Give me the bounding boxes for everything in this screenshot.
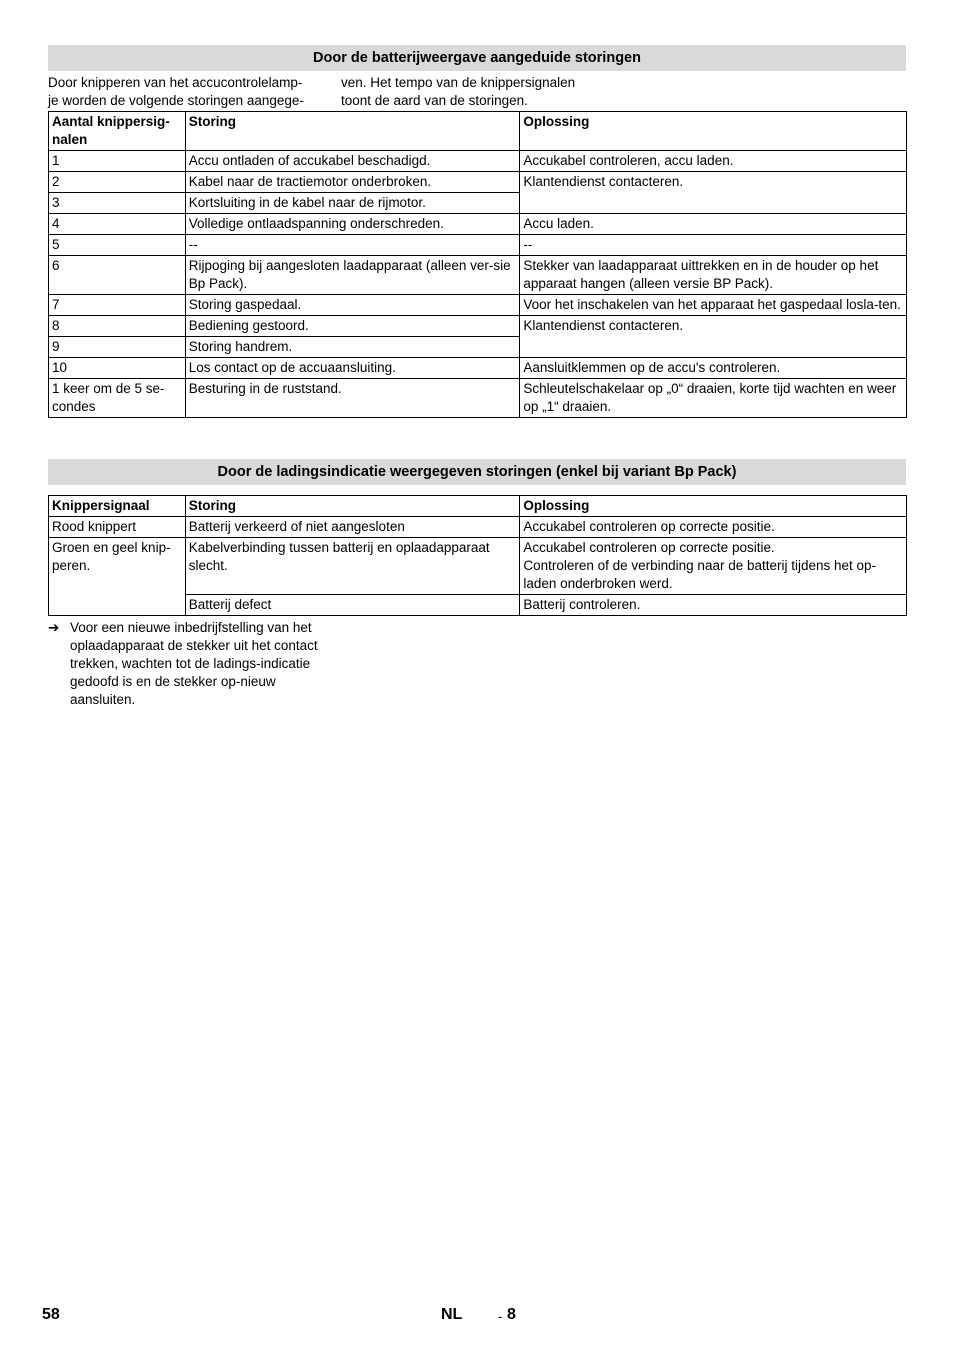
table-row: [49, 358, 907, 379]
solution-cell: --: [520, 235, 907, 256]
table-header-row: [49, 496, 907, 517]
solution-cell: Batterij controleren.: [520, 595, 907, 616]
fault-cell: Bediening gestoord.: [185, 316, 520, 337]
fault-cell: Kabelverbinding tussen batterij en oplaadapparaat slecht.: [185, 538, 520, 595]
fault-cell: --: [185, 235, 520, 256]
intro-right-line-1: ven. Het tempo van de knippersignalen: [341, 75, 576, 90]
fault-cell: Accu ontladen of accukabel beschadigd.: [185, 151, 520, 172]
blink-count-cell: 10: [49, 358, 186, 379]
header-solution: Oplossing: [520, 496, 907, 517]
fault-cell: Batterij defect: [185, 595, 520, 616]
table-row: [49, 316, 907, 337]
solution-cell: Accukabel controleren, accu laden.: [520, 151, 907, 172]
blink-count-cell: 5: [49, 235, 186, 256]
blink-count-cell: 1 keer om de 5 se-condes: [49, 379, 186, 418]
table-row: [49, 538, 907, 595]
fault-cell: Batterij verkeerd of niet aangesloten: [185, 517, 520, 538]
header-fault: Storing: [185, 112, 520, 151]
table-row: [49, 151, 907, 172]
arrow-right-icon: ➔: [48, 620, 60, 635]
intro-right-line-2: toont de aard van de storingen.: [341, 93, 528, 108]
fault-cell: Rijpoging bij aangesloten laadapparaat (alleen ver-sie Bp Pack).: [185, 256, 520, 295]
fault-cell: Los contact op de accuaansluiting.: [185, 358, 520, 379]
solution-cell: Voor het inschakelen van het apparaat het gaspedaal losla-ten.: [520, 295, 907, 316]
solution-cell: [520, 538, 907, 595]
blink-count-cell: 3: [49, 193, 186, 214]
header-fault: Storing: [185, 496, 520, 517]
solution-cell: Klantendienst contacteren.: [520, 172, 907, 214]
intro-right-column: [341, 74, 631, 110]
solution-cell: Accukabel controleren op correcte positie.: [520, 517, 907, 538]
table-row: [49, 256, 907, 295]
solution-cell: Klantendienst contacteren.: [520, 316, 907, 358]
sub-page-number: 8: [507, 1306, 516, 1323]
intro-left-line-2: je worden de volgende storingen aangege-: [48, 93, 304, 108]
solution-line: Controleren of de verbinding naar de batterij tijdens het op-laden onderbroken werd.: [523, 558, 877, 591]
fault-cell: Storing handrem.: [185, 337, 520, 358]
table-row: [49, 172, 907, 193]
intro-left-column: [48, 74, 338, 110]
header-blink-count: Aantal knippersig-nalen: [49, 112, 186, 151]
solution-cell: Stekker van laadapparaat uittrekken en in de houder op het apparaat hangen (alleen versie BP Pack).: [520, 256, 907, 295]
solution-line: Accukabel controleren op correcte positie.: [523, 540, 775, 555]
blink-count-cell: 7: [49, 295, 186, 316]
header-solution: Oplossing: [520, 112, 907, 151]
blink-count-cell: 2: [49, 172, 186, 193]
language-code: NL: [441, 1306, 463, 1323]
header-blink-signal: Knippersignaal: [49, 496, 186, 517]
fault-cell: Kabel naar de tractiemotor onderbroken.: [185, 172, 520, 193]
table-row: [49, 214, 907, 235]
intro-left-line-1: Door knipperen van het accucontrolelamp-: [48, 75, 303, 90]
section-title-charge-indicator-faults: Door de ladingsindicatie weergegeven storingen (enkel bij variant Bp Pack): [48, 459, 906, 485]
fault-cell: Kortsluiting in de kabel naar de rijmotor.: [185, 193, 520, 214]
blink-count-cell: 1: [49, 151, 186, 172]
solution-cell: Schleutelschakelaar op „0“ draaien, korte tijd wachten en weer op „1“ draaien.: [520, 379, 907, 418]
table-row: [49, 235, 907, 256]
section-title-battery-faults: Door de batterijweergave aangeduide storingen: [48, 45, 906, 71]
blink-count-cell: 9: [49, 337, 186, 358]
restart-note-text: Voor een nieuwe inbedrijfstelling van het oplaadapparaat de stekker uit het contact trekken, wachten tot de ladings-indicatie gedoofd is en de stekker op-nieuw aansluiten.: [70, 620, 318, 707]
blink-count-cell: 4: [49, 214, 186, 235]
table-row: [49, 517, 907, 538]
page-number: 58: [42, 1306, 60, 1323]
table-row: [49, 295, 907, 316]
table-row: [49, 379, 907, 418]
solution-cell: Accu laden.: [520, 214, 907, 235]
footer-dash: -: [498, 1309, 503, 1324]
fault-cell: Storing gaspedaal.: [185, 295, 520, 316]
table-header-row: [49, 112, 907, 151]
blink-signal-cell: Groen en geel knip-peren.: [49, 538, 186, 616]
blink-count-cell: 8: [49, 316, 186, 337]
battery-fault-table: [48, 111, 907, 418]
fault-cell: Volledige ontlaadspanning onderschreden.: [185, 214, 520, 235]
blink-count-cell: 6: [49, 256, 186, 295]
fault-cell: Besturing in de ruststand.: [185, 379, 520, 418]
solution-cell: Aansluitklemmen op de accu's controleren.: [520, 358, 907, 379]
charge-indicator-fault-table: [48, 495, 907, 616]
blink-signal-cell: Rood knippert: [49, 517, 186, 538]
